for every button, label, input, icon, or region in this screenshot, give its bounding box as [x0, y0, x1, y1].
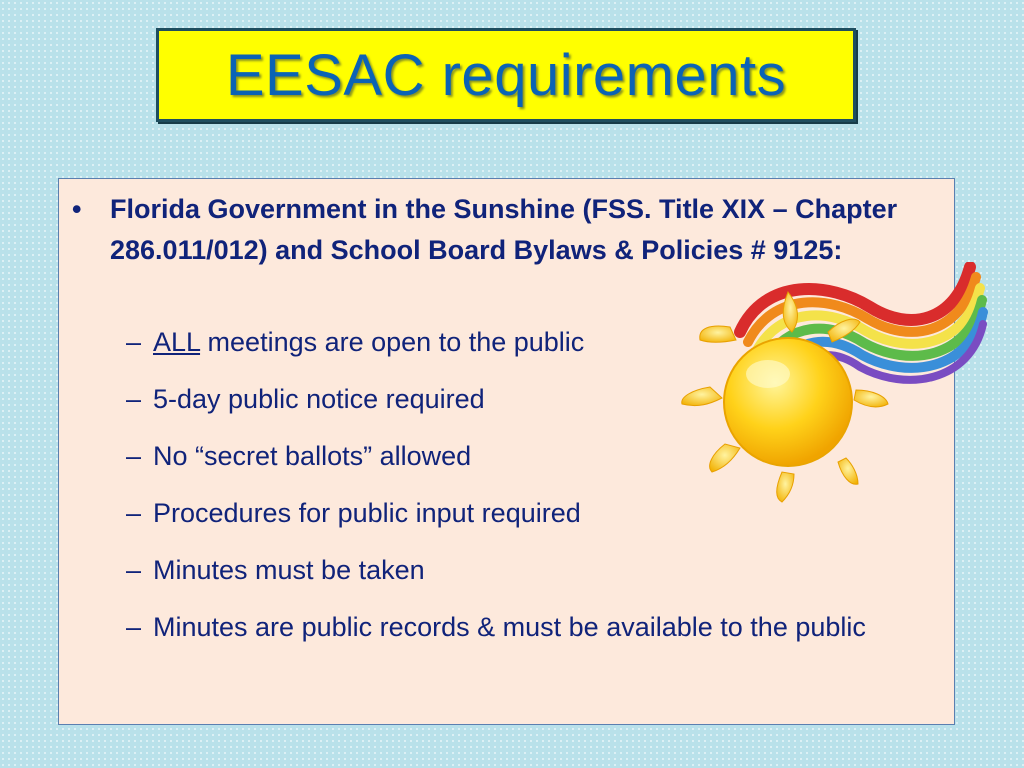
main-bullet: [72, 189, 952, 271]
list-item: [126, 496, 926, 531]
list-item: [126, 553, 926, 588]
title-box: [156, 28, 856, 122]
main-bullet-text: Florida Government in the Sunshine (FSS. Title XIX – Chapter 286.011/012) and School Board Bylaws & Policies # 9125:: [110, 194, 898, 265]
dash-marker: –: [126, 327, 142, 357]
dash-marker: –: [126, 555, 142, 585]
list-item-text: Procedures for public input required: [153, 498, 581, 528]
slide-title: EESAC requirements: [225, 42, 787, 108]
list-item: [126, 382, 926, 417]
bullet-marker: •: [72, 194, 82, 224]
list-item: [126, 325, 926, 360]
dash-marker: –: [126, 612, 142, 642]
sub-bullet-list: [126, 325, 926, 667]
list-item-text: 5-day public notice required: [153, 384, 485, 414]
emphasis-all: ALL: [153, 327, 201, 357]
dash-marker: –: [126, 441, 142, 471]
list-item: [126, 439, 926, 474]
list-item-text: meetings are open to the public: [200, 327, 585, 357]
list-item-text: Minutes must be taken: [153, 555, 425, 585]
list-item-text: Minutes are public records & must be available to the public: [153, 612, 866, 642]
list-item-text: No “secret ballots” allowed: [153, 441, 472, 471]
list-item: [126, 610, 926, 645]
dash-marker: –: [126, 384, 142, 414]
dash-marker: –: [126, 498, 142, 528]
